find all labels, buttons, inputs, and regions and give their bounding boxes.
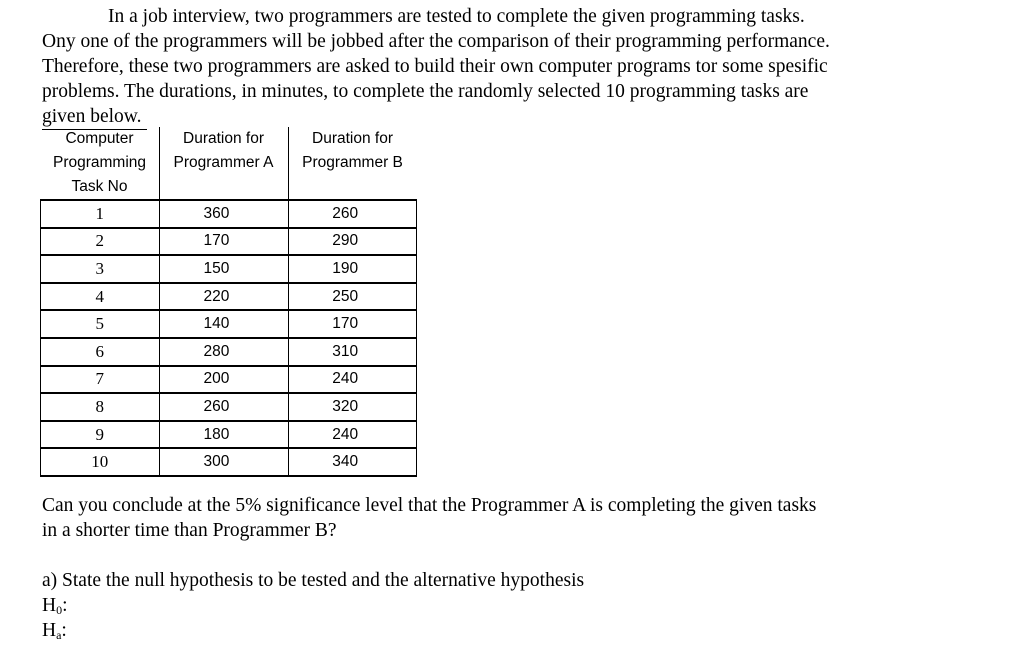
duration-b-cell [288,310,417,338]
null-hypothesis-label [42,593,942,618]
duration-a-cell [159,255,288,283]
duration-b-value: 260 [332,204,359,222]
header-a-line: Programmer A [173,154,274,171]
question-paragraph [42,493,942,543]
h0-subscript: 0 [56,603,63,617]
question-line: Can you conclude at the 5% significance level that the Programmer A is completing the given tasks [42,495,817,516]
duration-b-value: 320 [332,397,359,415]
duration-b-value: 240 [332,370,359,388]
ha-colon: : [61,620,67,641]
duration-b-cell [288,448,417,476]
duration-a-value: 140 [203,315,230,333]
alternative-hypothesis-label [42,618,942,643]
table-row [41,421,417,449]
table-row [41,393,417,421]
task-no-cell: 9 [41,421,160,449]
intro-line: In a job interview, two programmers are tested to complete the given programming tasks. [108,6,805,27]
part-a-prompt: a) State the null hypothesis to be tested and the alternative hypothesis [42,570,585,591]
duration-b-value: 250 [332,287,359,305]
duration-a-value: 360 [203,204,230,222]
duration-b-value: 310 [332,342,359,360]
h0-colon: : [62,595,68,616]
duration-a-value: 280 [203,342,230,360]
intro-line: Therefore, these two programmers are asked to build their own computer programs tor some spesific [42,56,828,77]
task-no-cell: 4 [41,283,160,311]
task-no-cell: 10 [41,448,160,476]
duration-b-value: 290 [332,232,359,250]
duration-b-cell [288,255,417,283]
table-row [41,310,417,338]
task-no-cell: 3 [41,255,160,283]
duration-a-cell [159,448,288,476]
duration-b-cell [288,421,417,449]
task-no-cell: 8 [41,393,160,421]
header-programmer-b [288,127,417,200]
table-row [41,200,417,228]
duration-a-value: 200 [203,370,230,388]
header-programmer-a [159,127,288,200]
duration-a-value: 180 [203,425,230,443]
duration-a-cell [159,338,288,366]
task-no-cell: 6 [41,338,160,366]
duration-b-value: 190 [332,259,359,277]
table-row [41,283,417,311]
h0-letter: H [42,595,57,616]
duration-a-cell [159,200,288,228]
ha-subscript: a [56,628,62,642]
header-a-line: Duration for [183,130,264,147]
question-line: in a shorter time than Programmer B? [42,520,337,541]
header-b-line: Duration for [312,130,393,147]
duration-a-value: 170 [203,232,230,250]
duration-b-cell [288,393,417,421]
duration-b-cell [288,338,417,366]
task-no-cell: 7 [41,366,160,394]
task-no-cell: 2 [41,228,160,256]
header-b-line: Programmer B [302,154,403,171]
table-row [41,255,417,283]
table-row [41,448,417,476]
intro-line: Ony one of the programmers will be jobbed after the comparison of their programming performance. [42,31,830,52]
duration-a-cell [159,283,288,311]
duration-a-cell [159,421,288,449]
duration-a-value: 260 [203,397,230,415]
duration-b-value: 170 [332,315,359,333]
duration-a-cell [159,228,288,256]
intro-paragraph [42,4,942,130]
header-task-no [41,127,160,200]
table-row [41,338,417,366]
ha-letter: H [42,620,57,641]
duration-a-value: 220 [203,287,230,305]
duration-b-cell [288,366,417,394]
duration-b-cell [288,283,417,311]
intro-line: given below. [42,104,147,130]
duration-b-cell [288,200,417,228]
table-row [41,366,417,394]
duration-a-value: 150 [203,259,230,277]
header-task-line: Programming [52,154,147,171]
part-a-section [42,568,942,643]
durations-table [40,127,417,477]
duration-a-cell [159,310,288,338]
duration-a-value: 300 [203,453,230,471]
intro-line: problems. The durations, in minutes, to complete the randomly selected 10 programming tasks are [42,81,809,102]
table-row [41,228,417,256]
header-task-line: Task No [71,178,128,195]
duration-a-cell [159,393,288,421]
duration-b-value: 340 [332,453,359,471]
duration-a-cell [159,366,288,394]
task-no-cell: 1 [41,200,160,228]
duration-b-value: 240 [332,425,359,443]
header-task-line: Computer [65,130,134,147]
task-no-cell: 5 [41,310,160,338]
table-header-row [41,127,417,200]
duration-b-cell [288,228,417,256]
